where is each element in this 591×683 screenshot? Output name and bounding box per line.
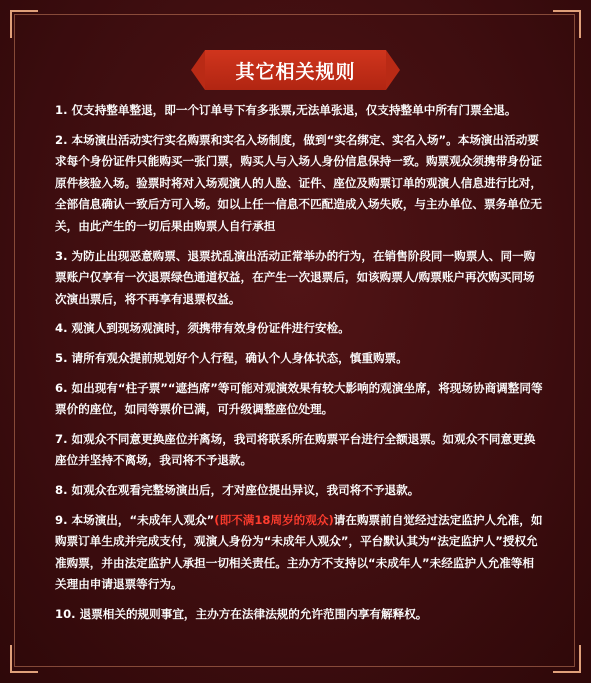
corner-ornament <box>10 645 38 673</box>
corner-ornament <box>10 10 38 38</box>
rule-text: 请在购票前自觉经过法定监护人允准，如购票订单生成并完成支付，观演人身份为“未成年人观众”，平台默认其为“法定监护人”授权允准购票，并由法定监护人承担一切相关责任。主办方不支持以“未成年人”未经监护人允准等相关理由申请退票等行为。 <box>55 512 543 592</box>
rule-item: 8. 如观众在观看完整场演出后，才对座位提出异议，我司将不予退款。 <box>55 482 420 497</box>
corner-ornament <box>553 10 581 38</box>
page-title: 其它相关规则 <box>235 60 356 83</box>
rule-item: 7. 如观众不同意更换座位并离场，我司将联系所在购票平台进行全额退票。如观众不同意更换座位并坚持不离场，我司将不予退款。 <box>55 431 536 468</box>
rule-item: 4. 观演人到现场观演时，须携带有效身份证件进行安检。 <box>55 321 350 336</box>
rules-list <box>55 100 545 625</box>
rule-item: 5. 请所有观众提前规划好个人行程，确认个人身体状态，慎重购票。 <box>55 350 408 365</box>
highlight-text: (即不满18周岁的观众) <box>214 512 334 527</box>
rule-item: 1. 仅支持整单整退，即一个订单号下有多张票,无法单张退，仅支持整单中所有门票全退。 <box>55 103 517 117</box>
rule-item <box>55 510 545 596</box>
title-banner <box>205 50 386 90</box>
rule-text: 9. 本场演出，“未成年人观众” <box>55 512 215 527</box>
rule-item: 2. 本场演出活动实行实名购票和实名入场制度，做到“实名绑定、实名入场”。本场演出活动要求每个身份证件只能购买一张门票，购买人与入场人身份信息保持一致。购票观众须携带身份证原件核验入场。验票时将对入场观演人的人脸、证件、座位及购票订单的观演人信息进行比对，全部信息确认一致后方可入场。如以上任一信息不匹配造成入场失败，与主办单位、票务单位无关，由此产生的一切后果由购票人自行承担 <box>55 132 542 233</box>
rule-item: 10. 退票相关的规则事宜，主办方在法律法规的允许范围内享有解释权。 <box>55 606 428 621</box>
corner-ornament <box>553 645 581 673</box>
rule-item: 3. 为防止出现恶意购票、退票扰乱演出活动正常举办的行为，在销售阶段同一购票人、同一购票账户仅享有一次退票绿色通道权益，在产生一次退票后，如该购票人/购票账户再次购买同场次演出票后，将不再享有退票权益。 <box>55 248 536 306</box>
rule-item: 6. 如出现有“柱子票”“遮挡席”等可能对观演效果有较大影响的观演坐席，将现场协商调整同等票价的座位，如同等票价已满，可升级调整座位处理。 <box>55 380 543 417</box>
